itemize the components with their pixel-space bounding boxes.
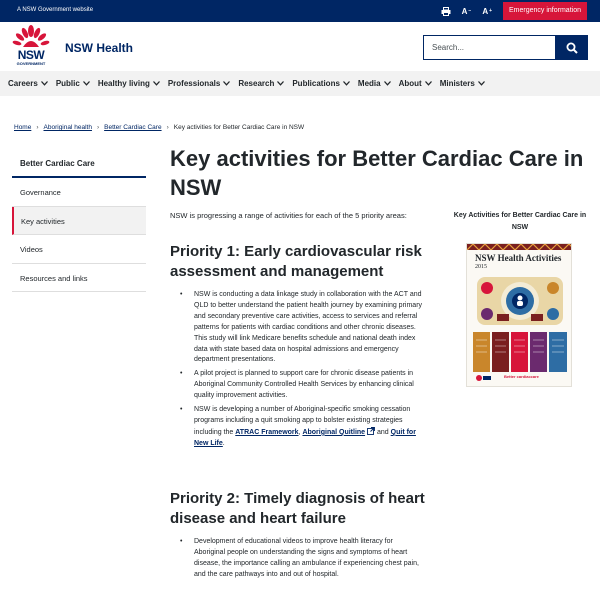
text-increase-sup: + <box>489 8 493 14</box>
waratah-icon <box>12 25 50 49</box>
utility-tools <box>441 0 600 22</box>
list-item-text: and <box>375 428 391 436</box>
nav-label: Media <box>357 79 381 88</box>
emergency-information-button[interactable]: Emergency information <box>503 2 587 20</box>
list-item-text: , <box>298 428 301 436</box>
sidebar-item-resources-and-links[interactable]: Resources and links <box>12 264 146 293</box>
logo-wordmark: NSW <box>17 48 45 62</box>
main-navigation <box>0 71 600 96</box>
text-decrease-sup: − <box>468 8 472 14</box>
nsw-government-logo[interactable] <box>12 25 50 69</box>
nav-ministers[interactable] <box>440 79 485 88</box>
nav-label: Research <box>238 79 275 88</box>
nav-careers[interactable] <box>8 79 48 88</box>
chevron-down-icon <box>277 81 284 86</box>
search-input[interactable] <box>423 35 555 60</box>
breadcrumb-separator: › <box>36 124 39 131</box>
site-title[interactable]: NSW Health <box>65 41 134 55</box>
sidebar-item-key-activities[interactable]: Key activities <box>12 207 146 236</box>
key-activities-poster-image[interactable] <box>466 243 572 387</box>
chevron-down-icon <box>153 81 160 86</box>
external-link-icon <box>367 427 375 435</box>
nav-professionals[interactable] <box>168 79 230 88</box>
aside-title: Key Activities for Better Cardiac Care in NSW <box>453 212 587 231</box>
nav-label: Professionals <box>167 79 221 88</box>
text-size-decrease-button[interactable] <box>462 7 472 16</box>
search-icon <box>566 42 578 54</box>
nav-publications[interactable] <box>292 79 350 88</box>
poster-activity-grid <box>473 332 567 372</box>
breadcrumb <box>14 124 304 131</box>
page-title: Key activities for Better Cardiac Care in NSW <box>170 146 584 200</box>
list-item: • Development of educational videos to improve health literacy for Aboriginal people on understanding the signs and symptoms of heart disease, the importance calling an ambulance if experiencing chest pain, and the care pathways into and out of hospital. <box>180 537 424 581</box>
chevron-down-icon <box>41 81 48 86</box>
poster-footer-text: Better cardiaccare <box>504 374 539 379</box>
nav-label: About <box>398 79 422 88</box>
chevron-down-icon <box>223 81 230 86</box>
gov-website-label: A NSW Government website <box>17 7 94 13</box>
nav-public[interactable] <box>56 79 90 88</box>
list-item-text: . <box>222 439 225 447</box>
poster-title: NSW Health Activities <box>475 253 562 263</box>
breadcrumb-better-cardiac-care-link[interactable]: Better Cardiac Care <box>104 124 162 131</box>
logo-government-text: GOVERNMENT <box>16 61 46 66</box>
nav-media[interactable] <box>358 79 391 88</box>
search-button[interactable] <box>555 35 588 60</box>
intro-paragraph: NSW is progressing a range of activities for each of the 5 priority areas: <box>170 211 407 220</box>
atrac-framework-link[interactable]: ATRAC Framework <box>235 428 299 436</box>
chevron-down-icon <box>83 81 90 86</box>
poster-year: 2015 <box>475 264 487 270</box>
nav-research[interactable] <box>238 79 284 88</box>
top-utility-bar <box>0 0 600 22</box>
nav-label: Public <box>55 79 80 88</box>
sidebar-item-governance[interactable]: Governance <box>12 178 146 207</box>
breadcrumb-home-link[interactable]: Home <box>14 124 32 131</box>
priority-2-list <box>180 537 424 584</box>
breadcrumb-current: Key activities for Better Cardiac Care in NSW <box>173 124 305 131</box>
nav-label: Publications <box>292 79 340 88</box>
chevron-down-icon <box>384 81 391 86</box>
nav-healthy-living[interactable] <box>98 79 160 88</box>
nav-label: Ministers <box>439 79 475 88</box>
chevron-down-icon <box>425 81 432 86</box>
text-size-increase-button[interactable] <box>482 7 492 16</box>
list-item: • A pilot project is planned to support care for chronic disease patients in Aboriginal Community Controlled Health Services by enhancing clinical quality improvement activities. <box>180 369 424 402</box>
list-item: • NSW is conducting a data linkage study in collaboration with the ACT and QLD to better understand the patient health journey by examining primary and secondary preventive care activities, access to services and referral patterns for patients with cardiac conditions and other chronic diseases. This study will link Medicare benefits schedule and national death index data with state based data on hospital admissions and emergency department presentations. <box>180 290 424 366</box>
chevron-down-icon <box>343 81 350 86</box>
priority-1-heading: Priority 1: Early cardiovascular risk assessment and management <box>170 243 422 280</box>
nav-label: Careers <box>8 79 38 88</box>
breadcrumb-aboriginal-health-link[interactable]: Aboriginal health <box>43 124 92 131</box>
poster-nsw-logo <box>474 374 492 384</box>
text-increase-label: A <box>482 6 489 16</box>
breadcrumb-separator: › <box>166 124 169 131</box>
site-header <box>0 22 600 71</box>
priority-2-heading: Priority 2: Timely diagnosis of heart disease and heart failure <box>170 490 425 527</box>
quit-for-new-life-link[interactable]: Quit for New Life <box>194 428 416 447</box>
printer-icon <box>441 7 451 16</box>
print-button[interactable] <box>441 7 451 16</box>
nav-label: Healthy living <box>97 79 150 88</box>
priority-1-list <box>180 290 424 453</box>
chevron-down-icon <box>478 81 485 86</box>
poster-banner-pattern <box>467 244 572 250</box>
aboriginal-quitline-link[interactable]: Aboriginal Quitline <box>302 428 366 436</box>
list-item-text: NSW is developing a number of Aboriginal-specific smoking cessation programs including a quit smoking app to bolster existing strategies including the <box>194 406 411 436</box>
list-item <box>180 405 424 450</box>
sidebar-item-videos[interactable]: Videos <box>12 235 146 264</box>
nav-about[interactable] <box>399 79 432 88</box>
poster-activity-wheel <box>475 274 565 329</box>
section-sidebar <box>12 149 146 292</box>
sidebar-heading[interactable]: Better Cardiac Care <box>12 149 146 178</box>
text-decrease-label: A <box>461 6 468 16</box>
breadcrumb-separator: › <box>96 124 100 131</box>
